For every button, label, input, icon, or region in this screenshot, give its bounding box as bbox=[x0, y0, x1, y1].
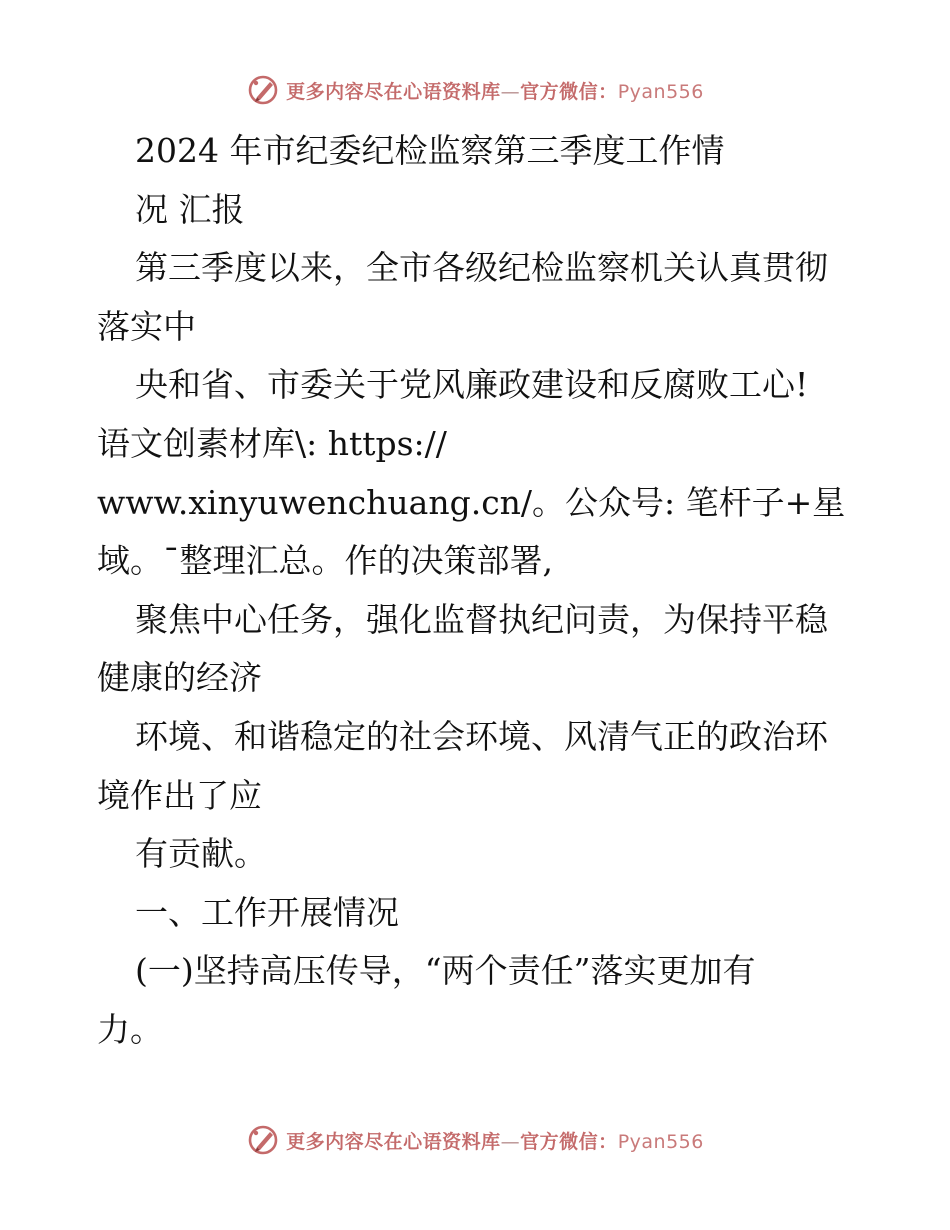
watermark-contact-id: Pyan556 bbox=[617, 80, 704, 103]
paragraph-line: 况 汇报 bbox=[135, 189, 245, 229]
watermark-separator: — bbox=[500, 80, 521, 103]
paragraph-line: www.xinyuwenchuang.cn/。公众号: 笔杆子+星 bbox=[97, 482, 846, 522]
paragraph-line: (一)坚持高压传导，“两个责任”落实更加有 bbox=[135, 951, 756, 991]
watermark-brand: 更多内容尽在心语资料库 bbox=[286, 1130, 501, 1153]
paragraph-line: 健康的经济 bbox=[97, 658, 262, 698]
paragraph-line: 一、工作开展情况 bbox=[135, 892, 399, 932]
paragraph-line: 境作出了应 bbox=[97, 775, 262, 815]
pen-circle-logo-icon bbox=[246, 1123, 280, 1157]
paragraph-line: 力。 bbox=[97, 1009, 163, 1049]
footer-watermark-banner bbox=[0, 1120, 950, 1160]
paragraph-line: 落实中 bbox=[97, 306, 196, 346]
watermark-brand: 更多内容尽在心语资料库 bbox=[286, 80, 501, 103]
document-body bbox=[97, 122, 867, 1060]
paragraph-line: 第三季度以来，全市各级纪检监察机关认真贯彻 bbox=[135, 248, 828, 288]
paragraph-line: 环境、和谐稳定的社会环境、风清气正的政治环 bbox=[135, 716, 828, 756]
paragraph-line: 语文创素材库\: https:// bbox=[97, 423, 447, 463]
paragraph-line: 有贡献。 bbox=[135, 834, 267, 874]
watermark-text bbox=[286, 77, 704, 104]
paragraph-line: 域。¯整理汇总。作的决策部署, bbox=[97, 541, 553, 581]
watermark-contact-label: 官方微信： bbox=[520, 1130, 618, 1153]
header-watermark-banner bbox=[0, 70, 950, 110]
pen-circle-logo-icon bbox=[246, 73, 280, 107]
watermark-separator: — bbox=[500, 1130, 521, 1153]
paragraph-line: 聚焦中心任务，强化监督执纪问责，为保持平稳 bbox=[135, 599, 828, 639]
watermark-text bbox=[286, 1127, 704, 1154]
paragraph-line: 央和省、市委关于党风廉政建设和反腐败工心! bbox=[135, 365, 809, 405]
watermark-contact-label: 官方微信： bbox=[520, 80, 618, 103]
watermark-contact-id: Pyan556 bbox=[617, 1130, 704, 1153]
paragraph-line: 2024 年市纪委纪检监察第三季度工作情 bbox=[135, 131, 725, 170]
